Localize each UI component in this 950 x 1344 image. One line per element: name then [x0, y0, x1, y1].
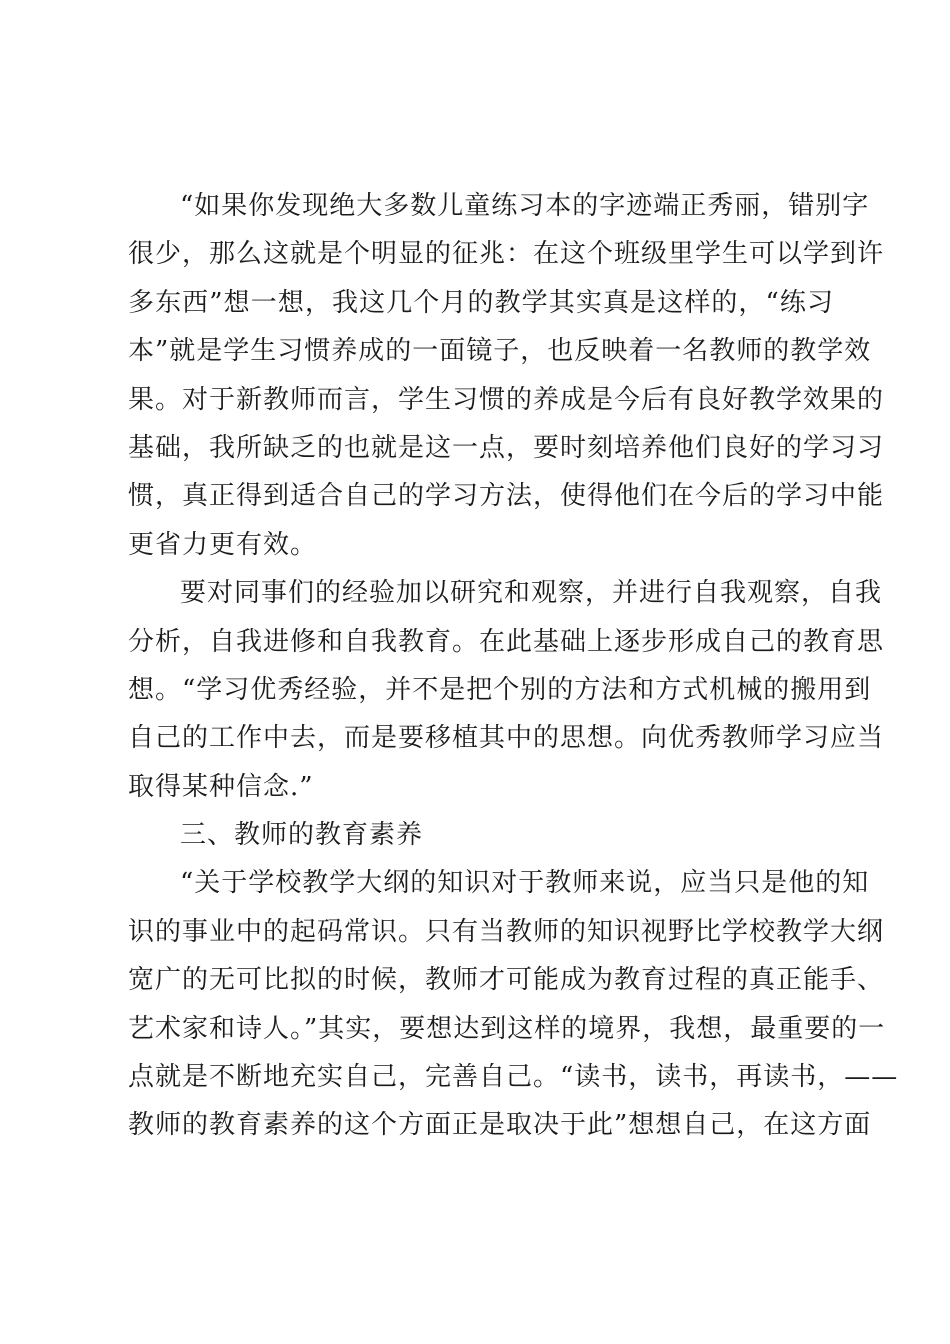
text-line: 很少，那么这就是个明显的征兆：在这个班级里学生可以学到许: [128, 239, 885, 270]
text-line: “如果你发现绝大多数儿童练习本的字迹端正秀丽，错别字: [180, 191, 870, 221]
text-line: 果。对于新教师而言，学生习惯的养成是今后有良好教学效果的: [128, 384, 885, 415]
text-line: 基础，我所缺乏的也就是这一点，要时刻培养他们良好的学习习: [128, 432, 885, 463]
text-line: 宽广的无可比拟的时候，教师才可能成为教育过程的真正能手、: [128, 965, 885, 996]
document-body: [128, 182, 899, 1150]
section-heading: 三、教师的教育素养: [180, 820, 424, 851]
text-line: 取得某种信念.”: [128, 771, 314, 802]
text-line: 点就是不断地充实自己，完善自己。“读书，读书，再读书，——: [128, 1062, 899, 1093]
text-line: 教师的教育素养的这个方面正是取决于此”想想自己，在这方面: [128, 1110, 872, 1141]
text-line: 惯，真正得到适合自己的学习方法，使得他们在今后的学习中能: [128, 481, 885, 512]
text-line: 自己的工作中去，而是要移植其中的思想。向优秀教师学习应当: [128, 723, 885, 754]
text-line: 本”就是学生习惯养成的一面镜子，也反映着一名教师的教学效: [128, 336, 872, 367]
text-line: 分析，自我进修和自我教育。在此基础上逐步形成自己的教育思: [128, 626, 885, 657]
text-line: 识的事业中的起码常识。只有当教师的知识视野比学校教学大纲: [128, 916, 885, 947]
text-line: 更省力更有效。: [128, 529, 318, 560]
text-line: 艺术家和诗人。”其实，要想达到这样的境界，我想，最重要的一: [128, 1013, 886, 1044]
text-line: “关于学校教学大纲的知识对于教师来说，应当只是他的知: [180, 868, 870, 899]
text-line: 想。“学习优秀经验，并不是把个别的方法和方式机械的搬用到: [128, 674, 872, 705]
text-line: 要对同事们的经验加以研究和观察，并进行自我观察，自我: [180, 578, 883, 609]
text-line: 多东西”想一想，我这几个月的教学其实真是这样的，“练习: [128, 287, 834, 318]
